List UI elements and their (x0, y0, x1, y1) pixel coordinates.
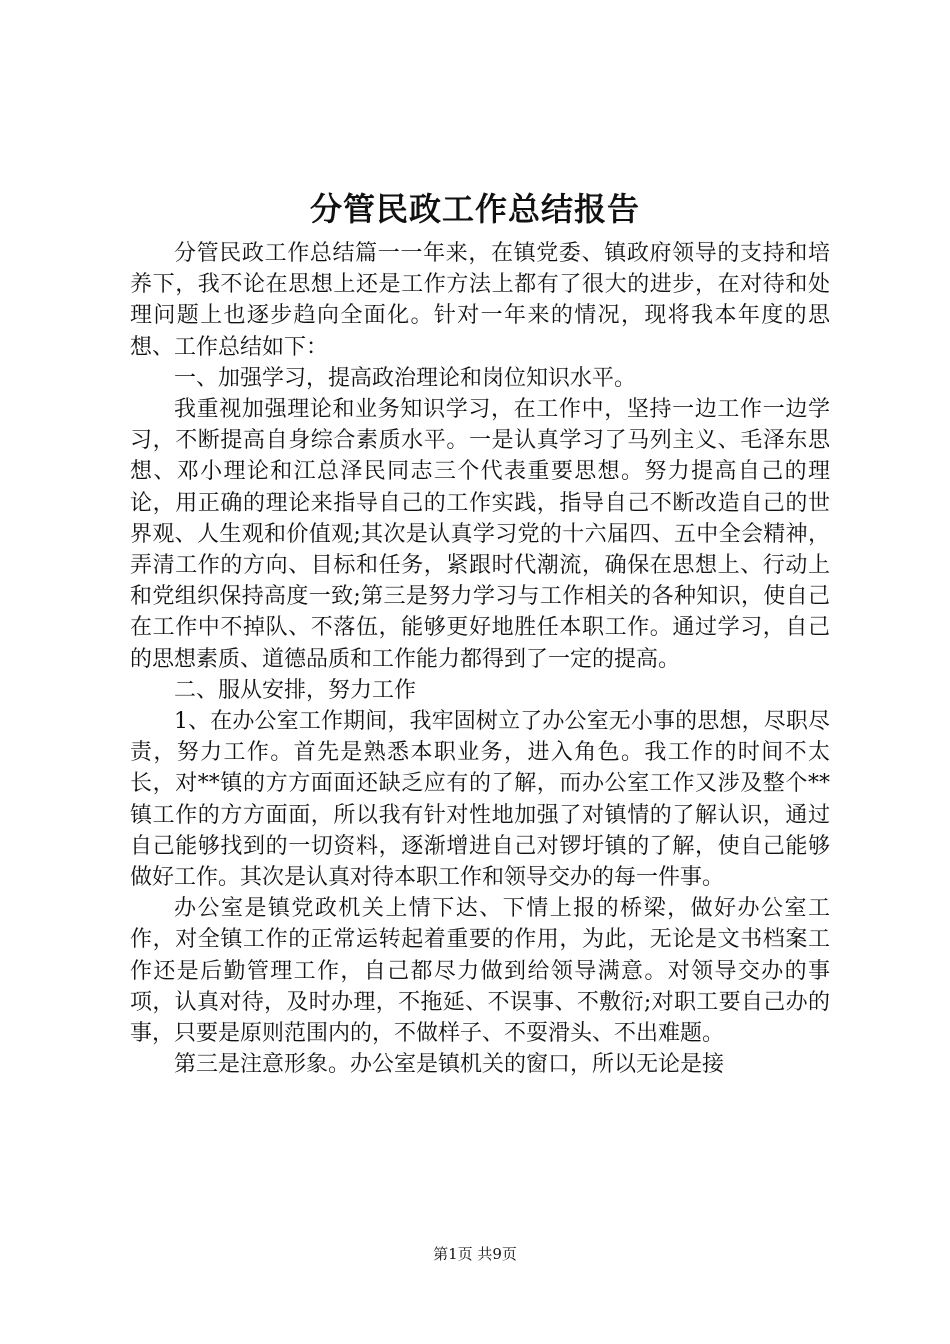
paragraph-office-bridge: 办公室是镇党政机关上情下达、下情上报的桥梁，做好办公室工作，对全镇工作的正常运转起着重要的作用，为此，无论是文书档案工作还是后勤管理工作，自己都尽力做到给领导满意。对领导交办的事项，认真对待，及时办理，不拖延、不误事、不敷衍;对职工要自己办的事，只要是原则范围内的，不做样子、不耍滑头、不出难题。 (130, 896, 830, 1047)
paragraph-study: 我重视加强理论和业务知识学习，在工作中，坚持一边工作一边学习，不断提高自身综合素质水平。一是认真学习了马列主义、毛泽东思想、邓小理论和江总泽民同志三个代表重要思想。努力提高自己的理论，用正确的理论来指导自己的工作实践，指导自己不断改造自己的世界观、人生观和价值观;其次是认真学习党的十六届四、五中全会精神，弄清工作的方向、目标和任务，紧跟时代潮流，确保在思想上、行动上和党组织保持高度一致;第三是努力学习与工作相关的各种知识，使自己在工作中不掉队、不落伍，能够更好地胜任本职工作。通过学习，自己的思想素质、道德品质和工作能力都得到了一定的提高。 (130, 397, 830, 672)
document-title: 分管民政工作总结报告 (309, 190, 640, 228)
document-body (130, 238, 830, 1080)
paragraph-intro: 分管民政工作总结篇一一年来，在镇党委、镇政府领导的支持和培养下，我不论在思想上还是工作方法上都有了很大的进步，在对待和处理问题上也逐步趋向全面化。针对一年来的情况，现将我本年度的思想、工作总结如下： (130, 241, 830, 360)
paragraph-office-work: 1、在办公室工作期间，我牢固树立了办公室无小事的思想，尽职尽责，努力工作。首先是熟悉本职业务，进入角色。我工作的时间不太长，对**镇的方方面面还缺乏应有的了解，而办公室工作又涉及整个**镇工作的方方面面，所以我有针对性地加强了对镇情的了解认识，通过自己能够找到的一切资料，逐渐增进自己对锣圩镇的了解，使自己能够做好工作。其次是认真对待本职工作和领导交办的每一件事。 (130, 709, 830, 891)
section-heading-2: 二、服从安排，努力工作 (174, 677, 417, 703)
paragraph-image: 第三是注意形象。办公室是镇机关的窗口，所以无论是接 (174, 1052, 725, 1078)
section-heading-1: 一、加强学习，提高政治理论和岗位知识水平。 (174, 365, 637, 391)
page-footer: 第1页 共9页 (433, 1245, 517, 1263)
